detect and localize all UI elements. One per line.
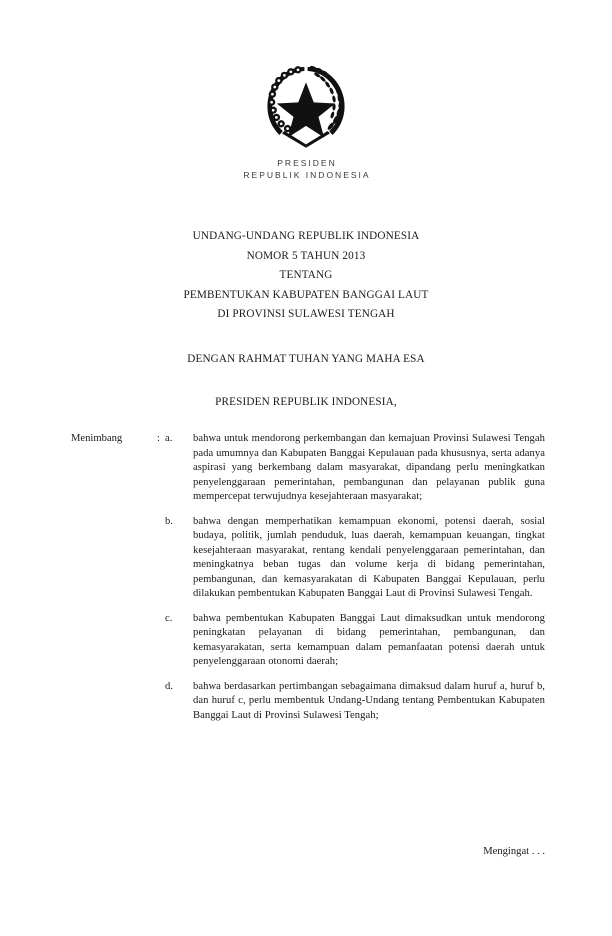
consideration-item-c	[71, 612, 545, 670]
considerations-section	[71, 432, 545, 723]
president-signature-heading: PRESIDEN REPUBLIK INDONESIA,	[215, 396, 397, 408]
consideration-text-a: bahwa untuk mendorong perkembangan dan kemajuan Provinsi Sulawesi Tengah pada umumnya dan Kabupaten Banggai Kepulauan pada khususnya, serta adanya aspirasi yang berkembang dalam masyarakat, dipandang perlu meningkatkan penyelenggaraan pemerintahan, pembangunan dan pelayanan publik guna mempercepat terwujudnya kesejahteraan masyarakat;	[193, 433, 545, 502]
consideration-text-b: bahwa dengan memperhatikan kemampuan ekonomi, potensi daerah, sosial budaya, politik, jumlah penduduk, luas daerah, kemampuan keuangan, tingkat kesejahteraan masyarakat, rentang kendali penyelenggaraan pemerintahan, dan meningkatnya beban tugas dan volume kerja di bidang pemerintahan, pembangunan, dan kemasyarakatan di Kabupaten Banggai Kepulauan, perlu dilakukan pembentukan Kabupaten Banggai Laut di Provinsi Sulawesi Tengah.	[193, 515, 545, 599]
presidential-seal-block	[0, 62, 612, 181]
consideration-item-a	[71, 432, 545, 505]
consideration-letter-d: d.	[165, 680, 173, 692]
considerations-label: Menimbang	[71, 433, 123, 444]
consideration-letter-a: a.	[165, 433, 173, 444]
title-line-province: DI PROVINSI SULAWESI TENGAH	[217, 308, 395, 321]
title-line-number: NOMOR 5 TAHUN 2013	[246, 249, 366, 262]
consideration-letter-c: c.	[165, 612, 173, 624]
page-catchword: Mengingat . . .	[483, 846, 545, 857]
document-title-block	[0, 227, 612, 325]
consideration-text-d: bahwa berdasarkan pertimbangan sebagaimana dimaksud dalam huruf a, huruf b, dan huruf c, perlu membentuk Undang-Undang tentang Pembentukan Kabupaten Banggai Laut di Provinsi Sulawesi Tengah;	[193, 680, 545, 721]
title-line-law-type: UNDANG-UNDANG REPUBLIK INDONESIA	[192, 230, 420, 242]
consideration-item-b	[71, 515, 545, 602]
indonesia-presidential-seal-icon	[258, 62, 354, 152]
seal-caption	[0, 158, 612, 181]
title-line-about: TENTANG	[279, 269, 333, 282]
consideration-letter-b: b.	[165, 515, 173, 527]
blessing-line: DENGAN RAHMAT TUHAN YANG MAHA ESA	[187, 353, 425, 365]
seal-caption-line-2: REPUBLIK INDONESIA	[243, 169, 371, 180]
consideration-text-c: bahwa pembentukan Kabupaten Banggai Laut dimaksudkan untuk mendorong peningkatan pelayanan di bidang pemerintahan, pembangunan, dan kemasyarakatan, serta kemampuan dalam pemanfaatan potensi daerah untuk penyelenggaraan otonomi daerah;	[193, 612, 545, 667]
title-line-subject: PEMBENTUKAN KABUPATEN BANGGAI LAUT	[183, 288, 429, 301]
consideration-item-d	[71, 680, 545, 724]
considerations-colon: :	[157, 433, 160, 444]
seal-caption-line-1: PRESIDEN	[277, 158, 337, 168]
